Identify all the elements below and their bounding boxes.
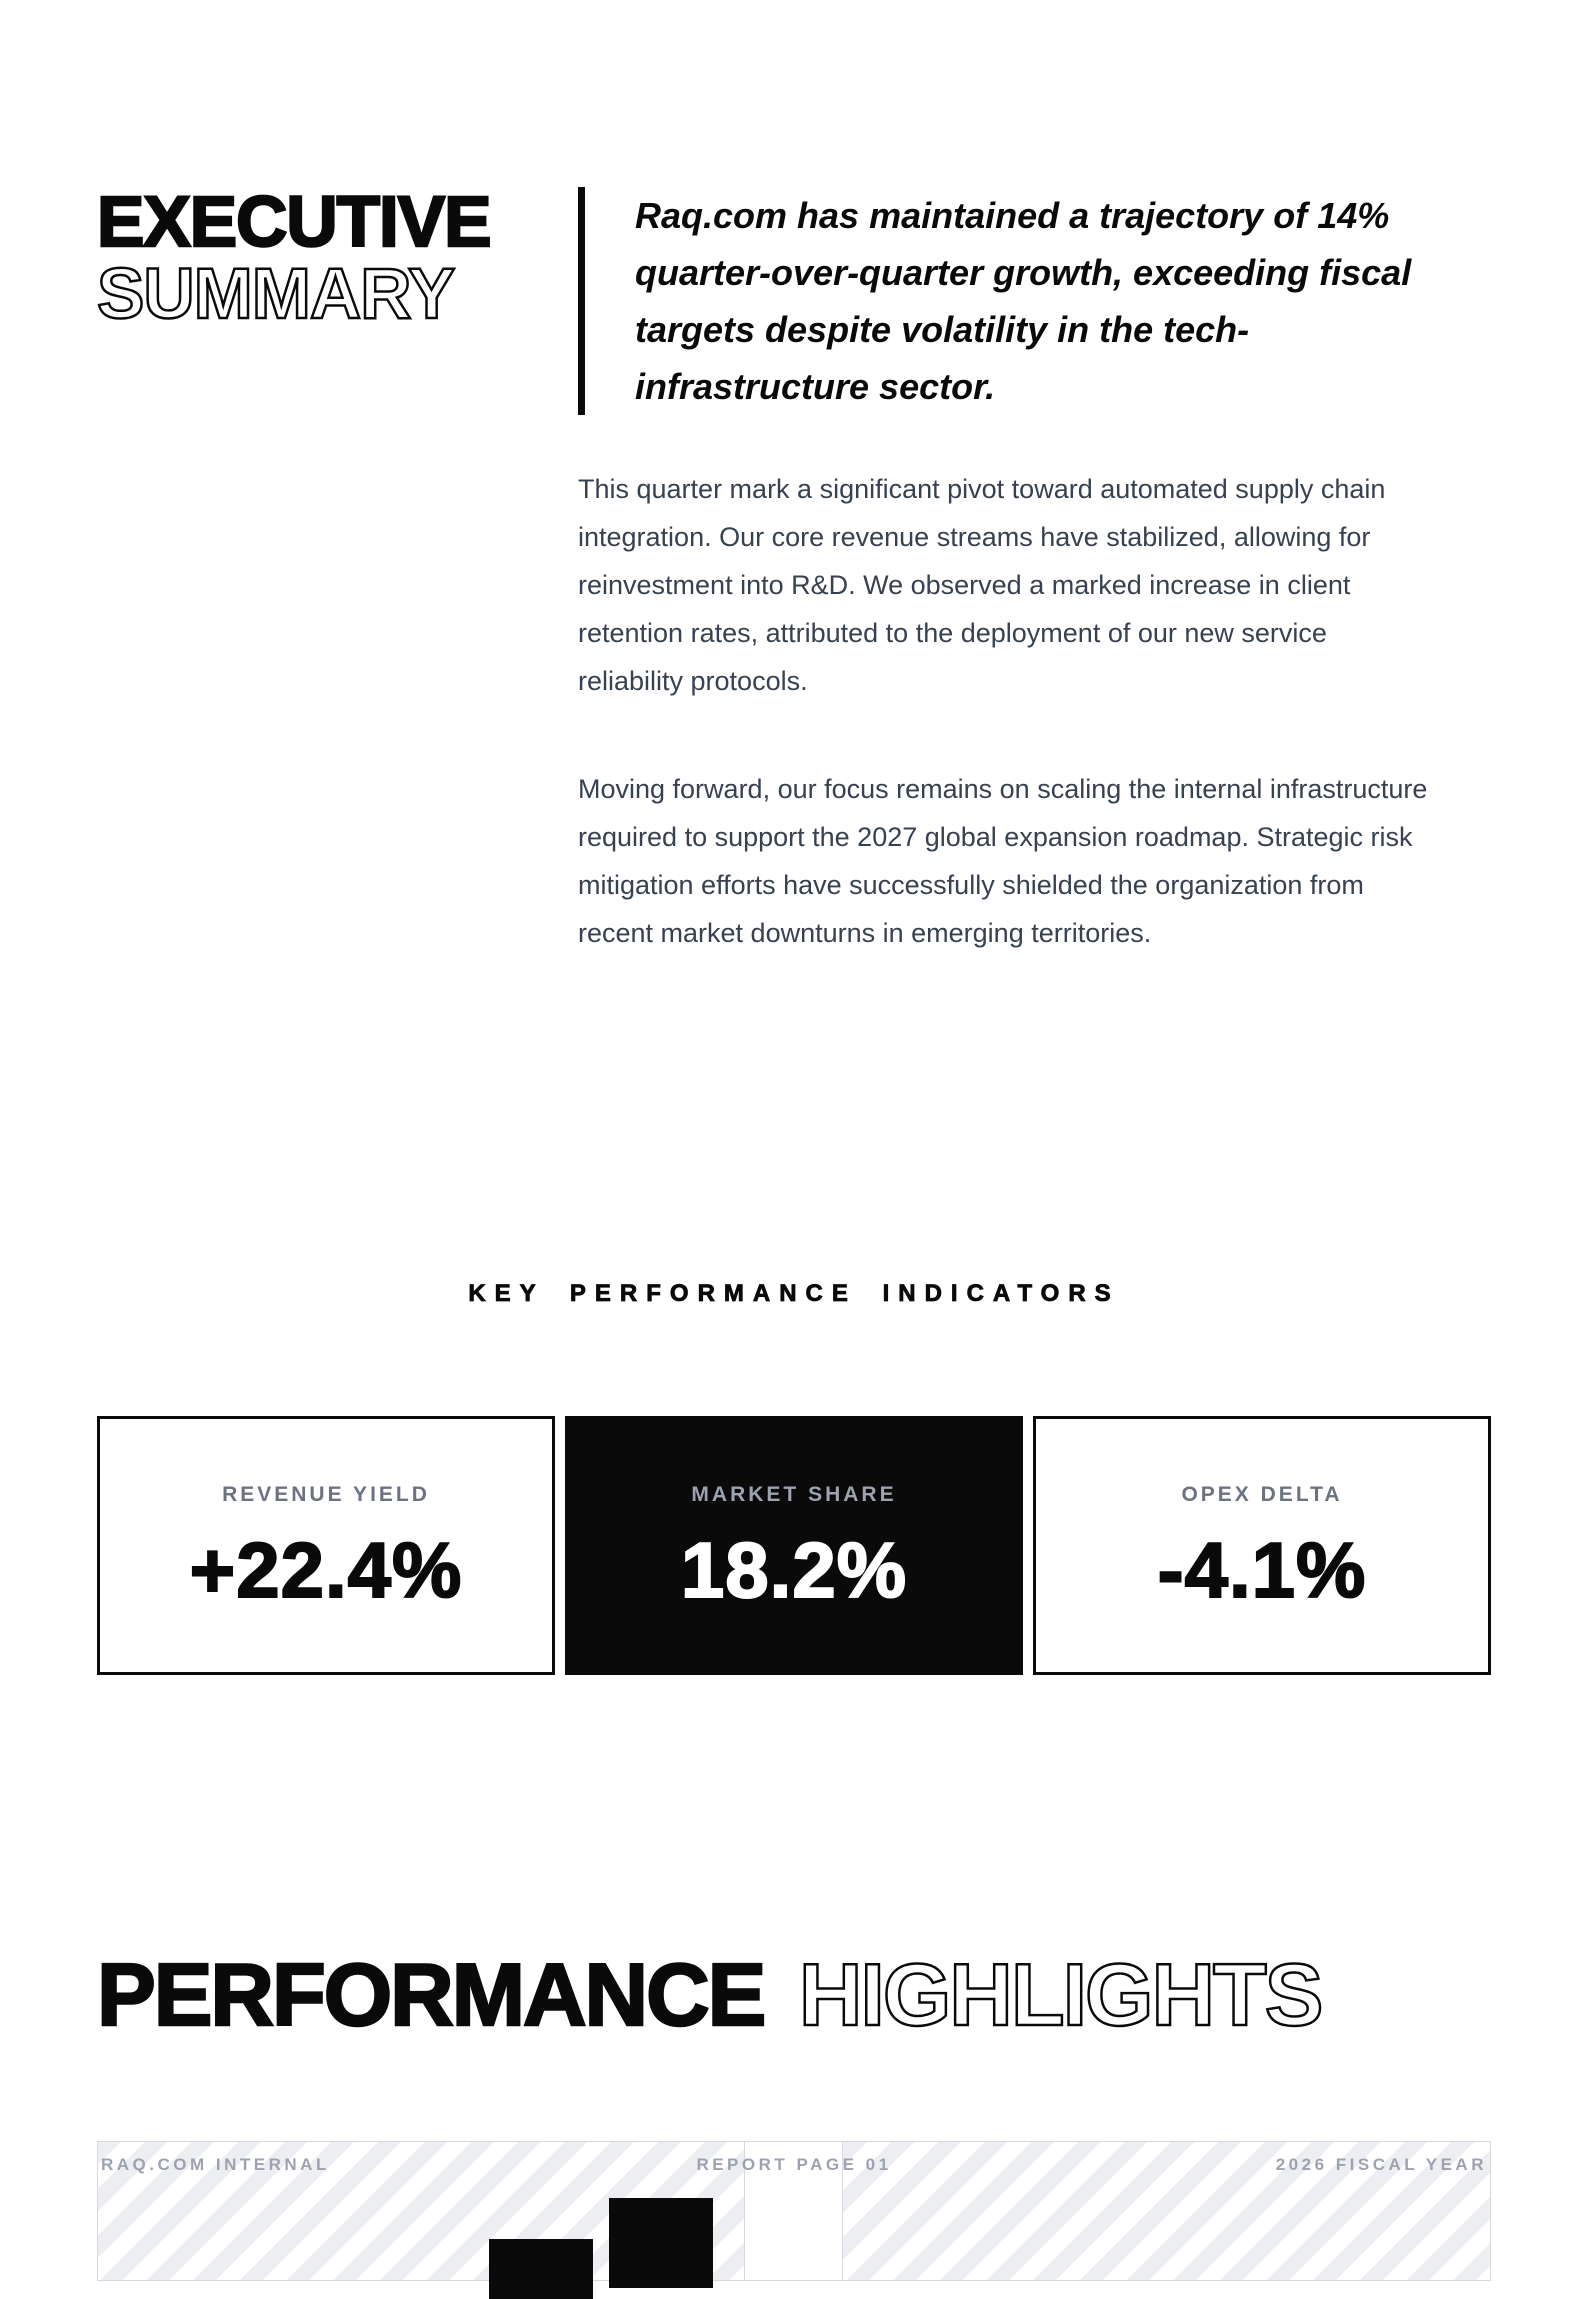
kpi-card-row [97,1416,1491,1675]
kpi-card-value: 18.2% [680,1525,908,1614]
kpi-card-market-share [565,1416,1023,1675]
kpi-card-value: -4.1% [1157,1525,1367,1614]
decorative-bar-chart-bar [609,2198,713,2288]
footer-labels [101,2155,1487,2179]
kpi-card-label: OPEX DELTA [1181,1482,1343,1506]
kpi-card-revenue-yield [97,1416,555,1675]
heading-word-solid: PERFORMANCE [97,1945,765,2044]
body-paragraph: Moving forward, our focus remains on scaling the internal infrastructure required to support the 2027 global expansion roadmap. Strategic risk mitigation efforts have successfully shielded the organization from recent market downturns in emerging territories. [578,774,1428,948]
body-paragraph: This quarter mark a significant pivot toward automated supply chain integration. Our core revenue streams have stabilized, allowing for reinvestment into R&D. We observed a marked increase in client retention rates, attributed to the deployment of our new service reliability protocols. [578,474,1386,696]
kpi-card-value: +22.4% [189,1525,463,1614]
kpi-section-heading: KEY PERFORMANCE INDICATORS [468,1280,1120,1307]
performance-highlights-heading [97,1945,1322,2044]
executive-pull-quote [578,187,1458,415]
footer-label-page: REPORT PAGE 01 [696,2155,892,2174]
heading-word-outline: HIGHLIGHTS [798,1945,1322,2044]
executive-summary-heading [97,183,491,334]
heading-line-solid: EXECUTIVE [97,183,491,262]
pull-quote-text: Raq.com has maintained a trajectory of 14% quarter-over-quarter growth, exceeding fiscal targets despite volatility in the tech-infrastructure sector. [635,195,1412,407]
footer-striped-band [97,2141,1491,2281]
footer-label-internal: RAQ.COM INTERNAL [101,2155,330,2174]
footer-label-fiscal-year: 2026 FISCAL YEAR [1275,2155,1487,2174]
kpi-card-label: MARKET SHARE [691,1482,897,1506]
decorative-bar-chart-bar [489,2239,593,2299]
heading-line-outline: SUMMARY [97,255,455,334]
kpi-card-label: REVENUE YIELD [222,1482,430,1506]
kpi-card-opex-delta [1033,1416,1491,1675]
executive-body-copy [578,465,1428,1017]
